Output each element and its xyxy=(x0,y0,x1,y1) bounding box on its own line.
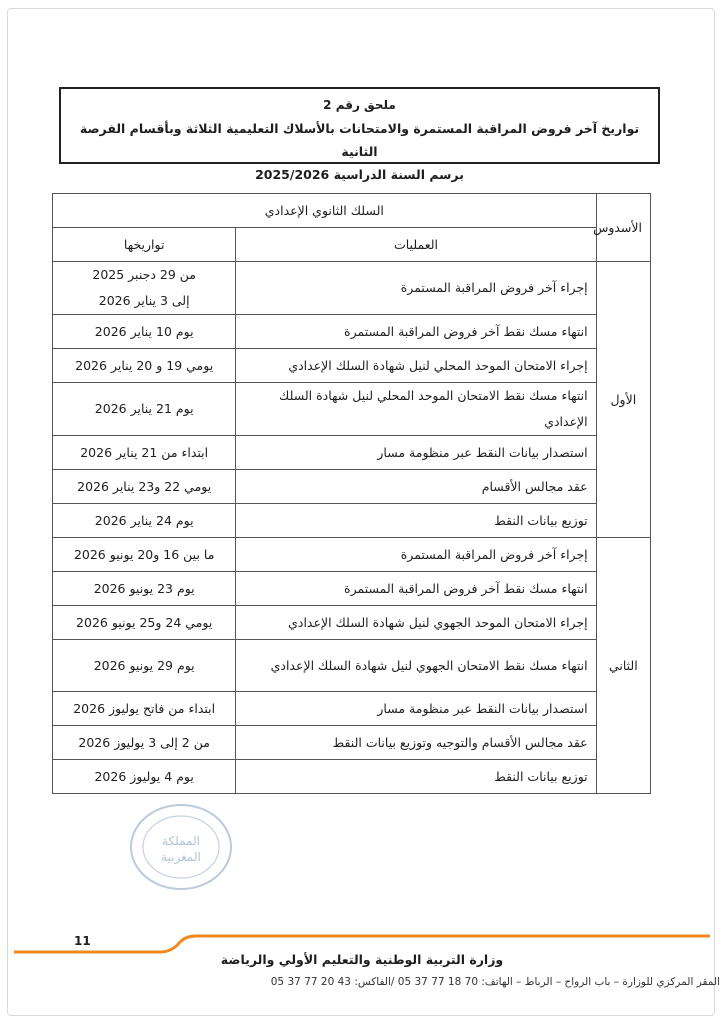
operation-cell: عقد مجالس الأقسام xyxy=(236,470,596,504)
table-row xyxy=(53,538,651,572)
table-row xyxy=(53,349,651,383)
page-number: 11 xyxy=(74,934,91,948)
stamp-text-line2: المغربية xyxy=(161,850,201,864)
operation-cell: استصدار بيانات النقط عبر منظومة مسار xyxy=(236,436,596,470)
date-cell: يوم 21 يناير 2026 xyxy=(53,383,236,436)
date-line: إلى 3 يناير 2026 xyxy=(98,293,190,308)
date-cell: يومي 24 و25 يونيو 2026 xyxy=(53,606,236,640)
operation-cell: توزيع بيانات النقط xyxy=(236,760,596,794)
table-row xyxy=(53,470,651,504)
table-row xyxy=(53,726,651,760)
semester-label: الأول xyxy=(596,262,650,538)
date-cell: من 2 إلى 3 يوليوز 2026 xyxy=(53,726,236,760)
schedule-table xyxy=(52,193,651,794)
date-cell: ابتداء من فاتح يوليوز 2026 xyxy=(53,692,236,726)
document-header xyxy=(59,87,660,182)
operation-cell: إجراء الامتحان الموحد الجهوي لنيل شهادة السلك الإعدادي xyxy=(236,606,596,640)
semester-column-header: الأسدوس xyxy=(596,194,650,262)
operation-cell: عقد مجالس الأقسام والتوجيه وتوزيع بيانات النقط xyxy=(236,726,596,760)
table-row xyxy=(53,383,651,436)
table-row xyxy=(53,262,651,315)
table-row xyxy=(53,692,651,726)
table-row xyxy=(53,504,651,538)
date-cell: يوم 10 يناير 2026 xyxy=(53,315,236,349)
date-cell: يوم 24 يناير 2026 xyxy=(53,504,236,538)
operations-column-header: العمليات xyxy=(236,228,596,262)
operation-cell: توزيع بيانات النقط xyxy=(236,504,596,538)
date-cell: ما بين 16 و20 يونيو 2026 xyxy=(53,538,236,572)
table-row xyxy=(53,640,651,692)
document-title: تواريخ آخر فروض المراقبة المستمرة والامتحانات بالأسلاك التعليمية الثلاثة وبأقسام الفرصة الثانية xyxy=(79,121,640,159)
dates-column-header: تواريخها xyxy=(53,228,236,262)
semester-label: الثاني xyxy=(596,538,650,794)
operation-cell: انتهاء مسك نقط الامتحان الموحد المحلي لنيل شهادة السلك الإعدادي xyxy=(236,383,596,436)
ministry-address: المقر المركزي للوزارة – باب الرواح – الرباط – الهاتف: 70 18 77 37 05 /الفاكس: 43 20 77 37 05 xyxy=(270,976,720,988)
operation-cell: استصدار بيانات النقط عبر منظومة مسار xyxy=(236,692,596,726)
date-cell: يوم 29 يونيو 2026 xyxy=(53,640,236,692)
ministry-name: وزارة التربية الوطنية والتعليم الأولي والرياضة xyxy=(220,952,504,967)
table-row xyxy=(53,572,651,606)
date-cell: يوم 23 يونيو 2026 xyxy=(53,572,236,606)
operation-cell: إجراء آخر فروض المراقبة المستمرة xyxy=(236,262,596,315)
stamp-text-line1: المملكة xyxy=(162,834,200,848)
date-cell: يومي 19 و 20 يناير 2026 xyxy=(53,349,236,383)
document-subtitle: برسم السنة الدراسية 2025/2026 xyxy=(255,167,464,182)
table-row xyxy=(53,760,651,794)
operation-cell: انتهاء مسك نقط آخر فروض المراقبة المستمرة xyxy=(236,572,596,606)
operation-cell: انتهاء مسك نقط الامتحان الجهوي لنيل شهادة السلك الإعدادي xyxy=(236,640,596,692)
official-stamp xyxy=(128,803,234,891)
cycle-header: السلك الثانوي الإعدادي xyxy=(53,194,597,228)
date-cell: ابتداء من 21 يناير 2026 xyxy=(53,436,236,470)
table-row xyxy=(53,606,651,640)
date-line: من 29 دجنبر 2025 xyxy=(92,267,196,282)
table-row xyxy=(53,436,651,470)
annex-label: ملحق رقم 2 xyxy=(323,98,396,112)
date-cell xyxy=(53,262,236,315)
operation-cell: إجراء الامتحان الموحد المحلي لنيل شهادة السلك الإعدادي xyxy=(236,349,596,383)
date-cell: يوم 4 يوليوز 2026 xyxy=(53,760,236,794)
table-row xyxy=(53,315,651,349)
operation-cell: إجراء آخر فروض المراقبة المستمرة xyxy=(236,538,596,572)
date-cell: يومي 22 و23 يناير 2026 xyxy=(53,470,236,504)
operation-cell: انتهاء مسك نقط آخر فروض المراقبة المستمرة xyxy=(236,315,596,349)
